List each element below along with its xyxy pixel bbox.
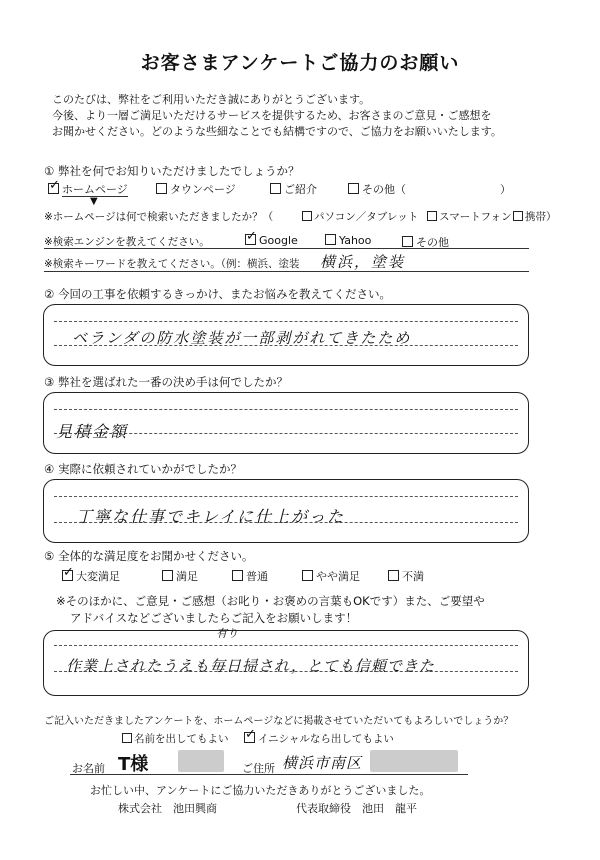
checkbox-icon (513, 211, 523, 221)
q1-label: ① 弊社を何でお知りいただけましたでしょうか？ (44, 164, 300, 178)
checkbox-icon (302, 211, 312, 221)
checkbox-icon (348, 183, 359, 194)
device-option-smartphone[interactable]: スマートフォン (427, 209, 511, 224)
checkbox-checked-icon (62, 570, 73, 581)
checkbox-icon (427, 211, 437, 221)
q5-option-somewhat-satisfied[interactable]: やや満足 (302, 568, 360, 584)
address-value: 横浜市南区 (282, 754, 363, 772)
consent-question: ご記入いただきましたアンケートを、ホームページなどに掲載させていただいてもよろしいでしょうか？ (44, 716, 514, 727)
name-label: お名前 (72, 762, 105, 775)
q2-label: ② 今回の工事を依頼するきっかけ、またお悩みを教えてください。 (44, 287, 392, 301)
q5-option-neutral[interactable]: 普通 (232, 568, 268, 584)
checkbox-icon (302, 570, 313, 581)
q1-keyword-question: ※検索キーワードを教えてください。（例：横浜、塗装 (44, 258, 300, 270)
guide-line (54, 496, 518, 497)
redaction-block (370, 750, 458, 772)
thanks-text: お忙しい中、アンケートにご協力いただきありがとうございました。 (90, 784, 431, 797)
divider (44, 248, 529, 249)
checkbox-icon (402, 236, 413, 247)
checkbox-checked-icon (48, 183, 59, 194)
q1-option-homepage[interactable]: ✓ホームページ (48, 181, 128, 197)
q3-label: ③ 弊社を選ばれた一番の決め手は何でしたか？ (44, 375, 288, 389)
checkbox-icon (388, 570, 399, 581)
intro-line: 今後、より一層ご満足いただけるサービスを提供するため、お客さまのご意見・ご感想を (52, 109, 492, 122)
name-underline (70, 774, 240, 775)
intro-text (52, 92, 572, 140)
q1-device-question: ※ホームページは何で検索いただきましたか？（ (44, 211, 274, 223)
redaction-block (178, 750, 224, 772)
address-underline (240, 774, 468, 775)
divider (44, 271, 529, 272)
engine-option-google[interactable]: ✓ Google (245, 234, 298, 247)
checkbox-icon (156, 183, 167, 194)
q1-option-townpage[interactable]: タウンページ (156, 181, 236, 197)
q1-engine-question: ※検索エンジンを教えてください。 (44, 236, 210, 248)
address-label: ご住所 (242, 762, 275, 775)
other-question-line1: ※そのほかに、ご意見・ご感想（お叱り・お褒めの言葉もOKです）また、ご要望や (56, 594, 485, 608)
checkbox-icon (162, 570, 173, 581)
device-option-mobile[interactable]: 携帯） (513, 209, 557, 224)
q5-option-satisfied[interactable]: 満足 (162, 568, 198, 584)
q5-option-dissatisfied[interactable]: 不満 (388, 568, 424, 584)
checkbox-icon (325, 234, 336, 245)
arrow-down-icon: ▼ (90, 196, 98, 207)
checkbox-icon (122, 733, 132, 743)
guide-line (54, 645, 518, 646)
engine-option-yahoo[interactable]: Yahoo (325, 234, 371, 247)
q4-label: ④ 実際に依頼されていかがでしたか？ (44, 462, 242, 476)
name-value: T様 (118, 754, 149, 775)
guide-line (54, 409, 518, 410)
insert-note: 有り (216, 627, 238, 640)
other-question-line2: アドバイスなどございましたらご記入をお願いします！ (70, 611, 358, 625)
page-title: お客さまアンケートご協力のお願い (140, 52, 460, 74)
q3-answer-box[interactable] (43, 392, 529, 454)
q2-answer: ベランダの防水塗装が一部剥がれてきたため (72, 329, 412, 347)
checkbox-checked-icon (245, 234, 256, 245)
checkbox-checked-icon (244, 732, 255, 743)
q5-label: ⑤ 全体的な満足度をお聞かせください。 (44, 549, 254, 563)
keyword-answer: 横浜，塗装 (320, 253, 406, 271)
representative-name: 代表取締役 池田 龍平 (296, 802, 417, 815)
device-option-pc[interactable]: パソコン／タブレット (302, 209, 418, 224)
q1-close-paren: ） (500, 183, 511, 196)
q1-option-referral[interactable]: ご紹介 (270, 181, 317, 197)
other-answer-box[interactable] (43, 627, 529, 696)
intro-line: お聞かせください。どのような些細なことでも結構ですので、ご協力をお願いいたします。 (52, 125, 502, 138)
q5-option-very-satisfied[interactable]: ✓大変満足 (62, 568, 120, 584)
q1-option-other[interactable]: その他（ (348, 181, 406, 197)
intro-line: このたびは、弊社をご利用いただき誠にありがとうございます。 (52, 93, 371, 106)
consent-option-initials[interactable]: ✓ イニシャルなら出してもよい (244, 731, 394, 746)
q2-answer-box[interactable] (43, 304, 529, 366)
guide-line (54, 321, 518, 322)
checkbox-icon (232, 570, 243, 581)
q4-answer-box[interactable] (43, 479, 529, 543)
engine-option-other[interactable]: その他 (402, 234, 449, 250)
q4-answer: 丁寧な仕事でキレイに仕上がった (76, 507, 346, 526)
other-answer: 作業上されたうえも毎日掃され，とても信頼できた (66, 657, 435, 675)
checkbox-icon (270, 183, 281, 194)
q3-answer: 見積金額 (56, 422, 129, 441)
company-name: 株式会社 池田興商 (118, 802, 217, 815)
consent-option-name[interactable]: 名前を出してもよい (122, 731, 229, 746)
